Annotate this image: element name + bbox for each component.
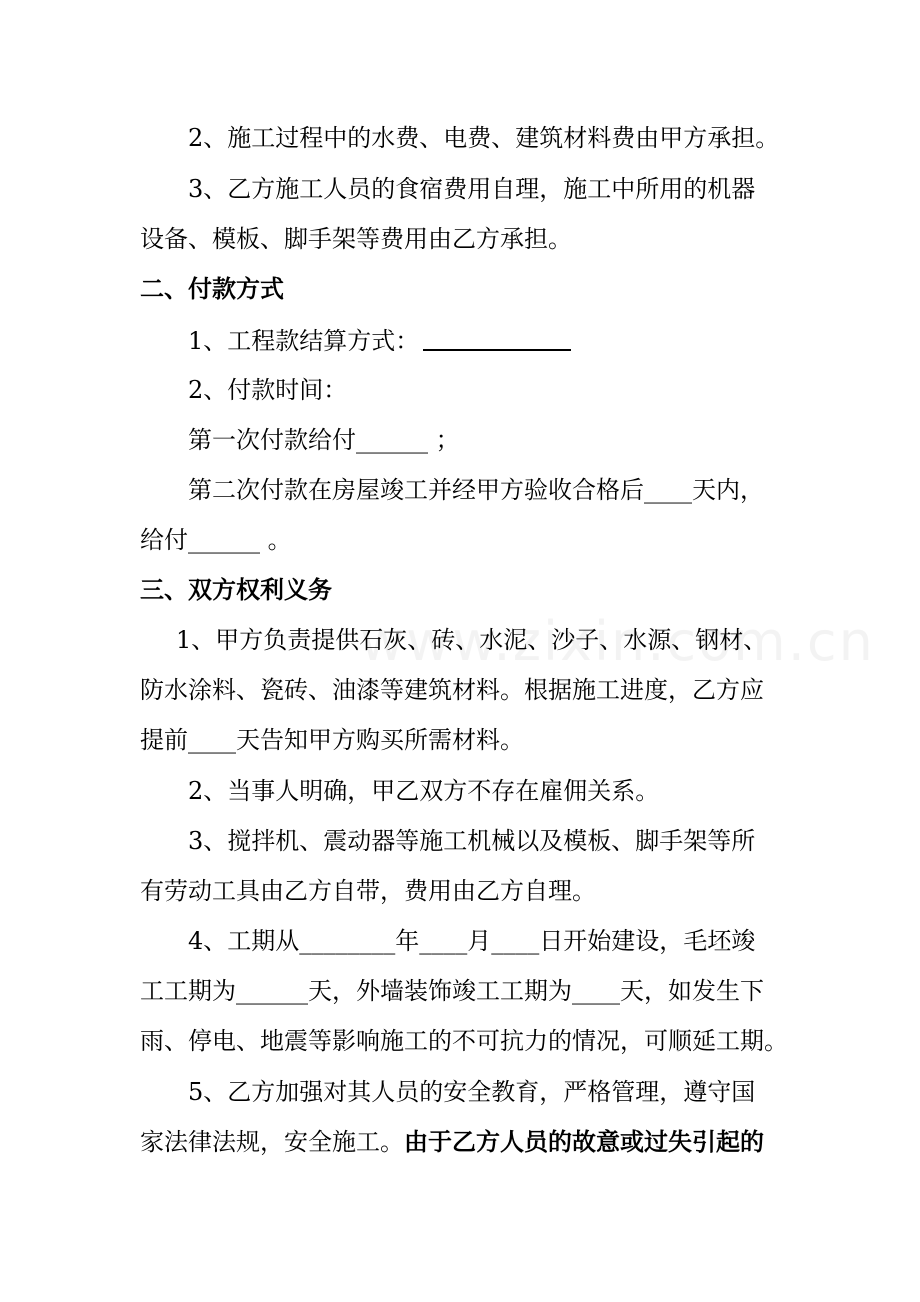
clause-3-cost-text-line2: 设备、模板、脚手架等费用由乙方承担。 [140, 225, 572, 253]
rights-clause-5-normal-text: 家法律法规，安全施工。 [140, 1128, 404, 1156]
clause-3-cost-text-line1: 3、乙方施工人员的食宿费用自理，施工中所用的机器 [188, 175, 756, 203]
second-payment-text-line1: 第二次付款在房屋竣工并经甲方验收合格后____天内， [188, 476, 764, 504]
rights-clause-5-bold-text: 由于乙方人员的故意或过失引起的 [404, 1128, 764, 1156]
rights-clause-3-line1: 3、搅拌机、震动器等施工机械以及模板、脚手架等所 [188, 827, 756, 855]
rights-clause-5-line2 [140, 1127, 764, 1157]
rights-clause-2-text: 2、当事人明确，甲乙双方不存在雇佣关系。 [188, 777, 660, 805]
section-heading-rights: 三、双方权利义务 [140, 576, 332, 604]
watermark-text [360, 610, 875, 673]
rights-clause-4-line3: 雨、停电、地震等影响施工的不可抗力的情况，可顺延工期。 [140, 1027, 788, 1055]
payment-method-line [188, 325, 571, 355]
payment-time-label: 2、付款时间： [188, 376, 348, 404]
rights-clause-4-line1: 4、工期从________年____月____日开始建设，毛坯竣 [188, 927, 756, 955]
rights-clause-5-line1: 5、乙方加强对其人员的安全教育，严格管理，遵守国 [188, 1078, 756, 1106]
rights-clause-1-line1: 1、甲方负责提供石灰、砖、水泥、沙子、水源、钢材、 [176, 626, 768, 654]
first-payment-text: 第一次付款给付______ ； [188, 426, 460, 454]
rights-clause-4-line2: 工工期为______天，外墙装饰竣工工期为____天，如发生下 [140, 977, 764, 1005]
payment-method-label: 1、工程款结算方式： [188, 327, 420, 355]
clause-2-cost-text: 2、施工过程中的水费、电费、建筑材料费由甲方承担。 [188, 124, 780, 152]
rights-clause-1-line3: 提前____天告知甲方购买所需材料。 [140, 726, 524, 754]
section-heading-payment: 二、付款方式 [140, 275, 284, 303]
rights-clause-1-line2: 防水涂料、瓷砖、油漆等建筑材料。根据施工进度，乙方应 [140, 676, 764, 704]
payment-method-blank [423, 325, 571, 351]
second-payment-text-line2: 给付______ 。 [140, 526, 292, 554]
rights-clause-3-line2: 有劳动工具由乙方自带，费用由乙方自理。 [140, 877, 596, 905]
